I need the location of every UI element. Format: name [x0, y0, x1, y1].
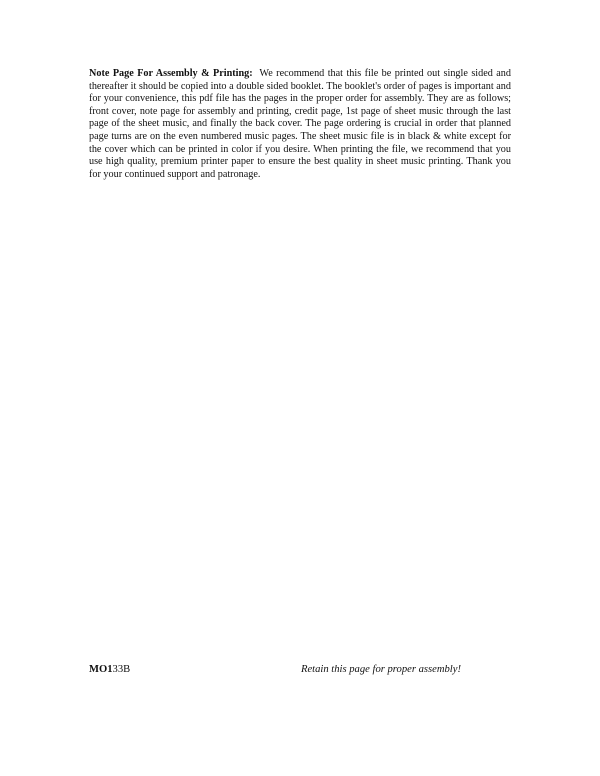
page-footer — [89, 664, 511, 680]
catalog-code-suffix: 33B — [112, 664, 131, 675]
catalog-code — [89, 664, 130, 675]
note-body: We recommend that this file be printed out single sided and thereafter it should be copied into a double sided booklet. The booklet's order of pages is important and for your convenience, this pdf file has the pages in the proper order for assembly. They are as follows; front cover, note page for assembly and printing, credit page, 1st page of sheet music through the last page of the sheet music, and finally the back cover. The page ordering is crucial in order that planned page turns are on the even numbered music pages. The sheet music file is in black & white except for the cover which can be printed in color if you desire. When printing the file, we recommend that you use high quality, premium printer paper to ensure the best quality in sheet music printing. Thank you for your continued support and patronage. — [89, 68, 511, 180]
retain-notice: Retain this page for proper assembly! — [301, 664, 461, 675]
assembly-note-paragraph — [89, 68, 511, 181]
note-title: Note Page For Assembly & Printing: — [89, 68, 253, 79]
catalog-code-prefix: MO1 — [89, 664, 113, 675]
